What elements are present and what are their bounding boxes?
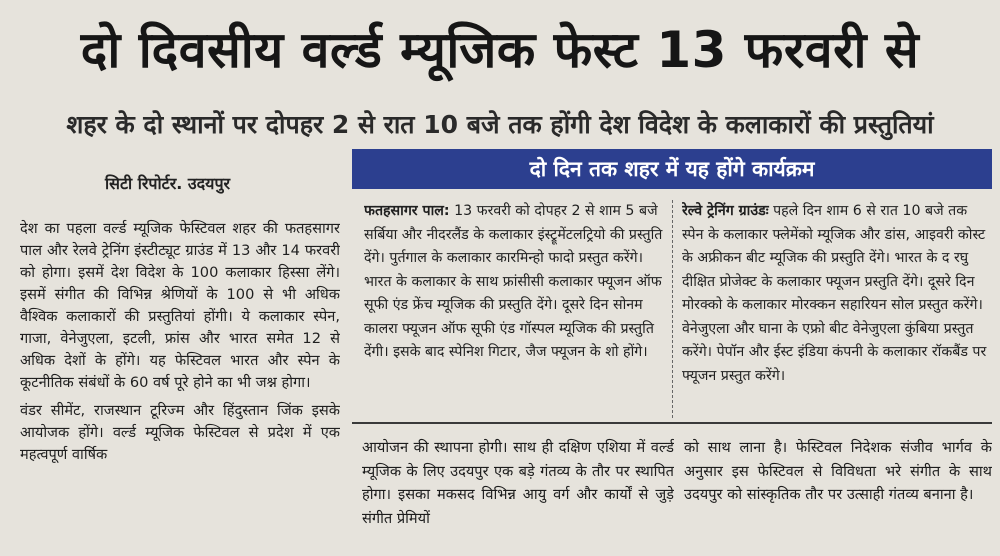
box-divider bbox=[352, 422, 992, 424]
program-box-fatehsagar-lead: फतहसागर पाल: bbox=[364, 203, 450, 219]
body-paragraph-2: वंडर सीमेंट, राजस्थान टूरिज्म और हिंदुस्तान जिंक इसके आयोजक होंगे। वर्ल्ड म्यूजिक फेस्टिवल से प्रदेश में एक महत्वपूर्ण वार्षिक bbox=[20, 402, 340, 463]
article-body-left bbox=[20, 218, 340, 556]
program-box-fatehsagar-text: 13 फरवरी को दोपहर 2 से शाम 5 बजे सर्बिया और नीदरलैंड के कलाकार इंस्ट्रूमेंटलट्रियो की प्रस्तुति देंगे। पुर्तगाल के कलाकार कारमिन्हो फादो प्रस्तुत करेंगे। भारत के कलाकार के साथ फ्रांसीसी कलाकार फ्यूजन ऑफ सूफी एंड फ्रेंच म्यूजिक की प्रस्तुति देंगे। दूसरे दिन सोनम कालरा फ्यूजन ऑफ सूफी एंड गॉस्पल म्यूजिक की प्रस्तुति देंगी। इसके बाद स्पेनिश गिटार, जैज फ्यूजन के शो होंगे। bbox=[364, 203, 663, 360]
byline: सिटी रिपोर्टर. उदयपुर bbox=[105, 174, 231, 193]
program-box-fatehsagar bbox=[364, 200, 673, 418]
program-box-railway bbox=[682, 200, 988, 418]
body-paragraph-3: आयोजन की स्थापना होगी। साथ ही दक्षिण एशिया में वर्ल्ड म्यूजिक के लिए उदयपुर एक बड़े गंतव्य के तौर पर स्थापित होगा। इसका मकसद विभिन्न आयु वर्ग और कार्यों से जुड़े संगीत प्रेमियों bbox=[362, 439, 674, 527]
article-body-mid bbox=[362, 436, 674, 556]
program-box-railway-text: पहले दिन शाम 6 से रात 10 बजे तक स्पेन के कलाकार फ्लेमेंको म्यूजिक और डांस, आइवरी कोस्ट के अफ्रीकन बीट म्यूजिक की प्रस्तुति देंगे। भारत के द रघु दीक्षित प्रोजेक्ट के कलाकार फ्यूजन प्रस्तुति देंगे। दूसरे दिन मोरक्को के कलाकार मोरक्कन सहारियन सोल प्रस्तुत करेंगे। वेनेजुएला और घाना के एफ्रो बीट वेनेजुएला कुंबिया प्रस्तुत करेंगे। पेपॉन और ईस्ट इंडिया कंपनी के कलाकार रॉकबैंड पर फ्यूजन प्रस्तुत करेंगे। bbox=[682, 203, 987, 384]
program-box-railway-lead: रेल्वे ट्रेनिंग ग्राउंडः bbox=[682, 203, 769, 219]
article-body-right bbox=[684, 436, 992, 556]
section-banner: दो दिन तक शहर में यह होंगे कार्यक्रम bbox=[352, 149, 992, 189]
body-paragraph-4: को साथ लाना है। फेस्टिवल निदेशक संजीव भार्गव के अनुसार इस फेस्टिवल से विविधता भरे संगीत के साथ उदयपुर को सांस्कृतिक तौर पर उत्साही गंतव्य बनाना है। bbox=[684, 439, 992, 503]
subheadline: शहर के दो स्थानों पर दोपहर 2 से रात 10 बजे तक होंगी देश विदेश के कलाकारों की प्रस्तुतियां bbox=[66, 110, 934, 139]
headline: दो दिवसीय वर्ल्ड म्यूजिक फेस्ट 13 फरवरी से bbox=[80, 21, 920, 79]
body-paragraph-1: देश का पहला वर्ल्ड म्यूजिक फेस्टिवल शहर की फतहसागर पाल और रेलवे ट्रेनिंग इंस्टीट्यूट ग्राउंड में 13 और 14 फरवरी को होगा। इसमें देश विदेश के 100 कलाकार हिस्सा लेंगे। इसमें संगीत की विभिन्न श्रेणियों के 100 से भी अधिक वैश्विक कलाकारों की प्रस्तुतियां होंगी। ये कलाकार स्पेन, गाजा, वेनेजुएला, इटली, फ्रांस और भारत समेत 12 से अधिक देशों के होंगे। यह फेस्टिवल भारत और स्पेन के कूटनीतिक संबंधों के 60 वर्ष पूरे होने का भी जश्न होगा। bbox=[20, 220, 340, 391]
